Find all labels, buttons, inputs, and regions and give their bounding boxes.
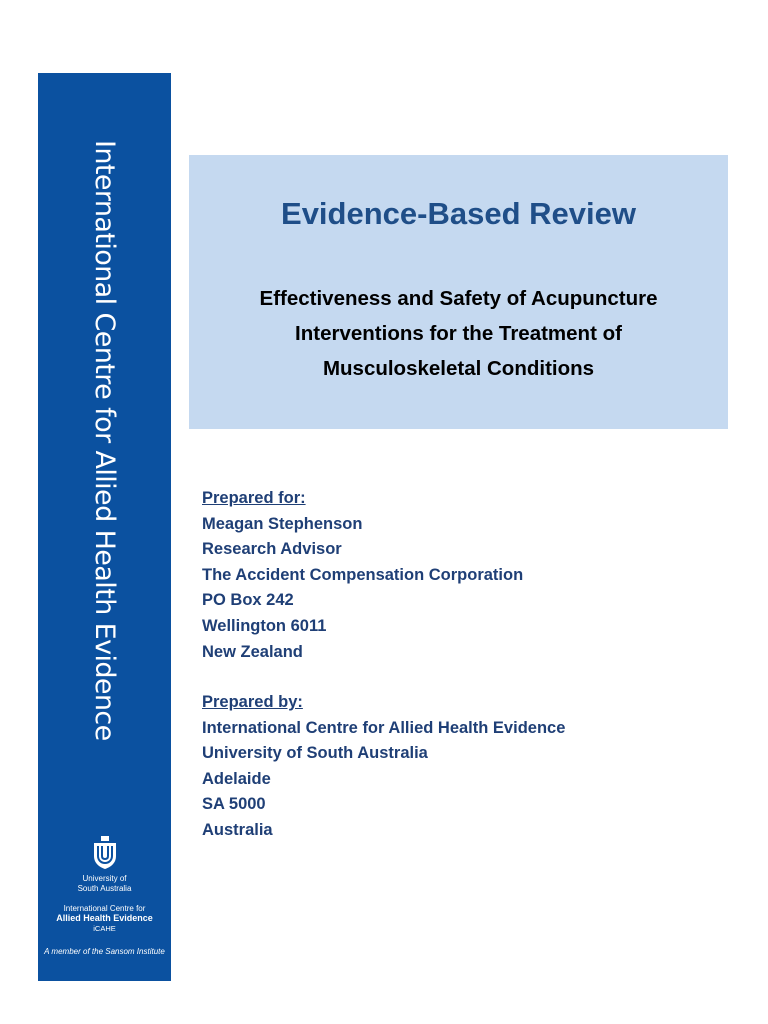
document-title: Effectiveness and Safety of Acupuncture Interventions for the Treatment of Musculoskeletal Conditions xyxy=(259,287,658,380)
address-line: SA 5000 xyxy=(202,795,266,814)
prepared-by-section xyxy=(202,690,565,844)
centre-name-small: International Centre for xyxy=(63,904,146,913)
document-type-heading: Evidence-Based Review xyxy=(281,196,636,231)
sidebar-title xyxy=(38,95,171,785)
address-line: The Accident Compensation Corporation xyxy=(202,565,524,584)
centre-abbreviation: iCAHE xyxy=(93,924,116,933)
prepared-for-label: Prepared for: xyxy=(202,489,306,507)
address-line: New Zealand xyxy=(202,642,303,661)
address-line: Australia xyxy=(202,820,273,839)
address-line: Research Advisor xyxy=(202,540,342,559)
address-line: PO Box 242 xyxy=(202,591,294,610)
title-box xyxy=(189,155,728,429)
address-line: International Centre for Allied Health Evidence xyxy=(202,718,566,737)
address-line: Wellington 6011 xyxy=(202,616,327,635)
centre-name-vertical: International Centre for Allied Health Evidence xyxy=(89,139,120,741)
prepared-for-section xyxy=(202,486,523,665)
prepared-by-label: Prepared by: xyxy=(202,693,303,711)
sansom-tagline: A member of the Sansom Institute xyxy=(44,947,165,956)
address-line: Meagan Stephenson xyxy=(202,514,363,533)
address-line: University of South Australia xyxy=(202,744,428,763)
logo-block xyxy=(38,836,171,956)
university-name: University of South Australia xyxy=(77,874,132,893)
address-line: Adelaide xyxy=(202,769,271,788)
centre-name-bold: Allied Health Evidence xyxy=(56,913,153,923)
university-crest-icon xyxy=(92,836,118,870)
